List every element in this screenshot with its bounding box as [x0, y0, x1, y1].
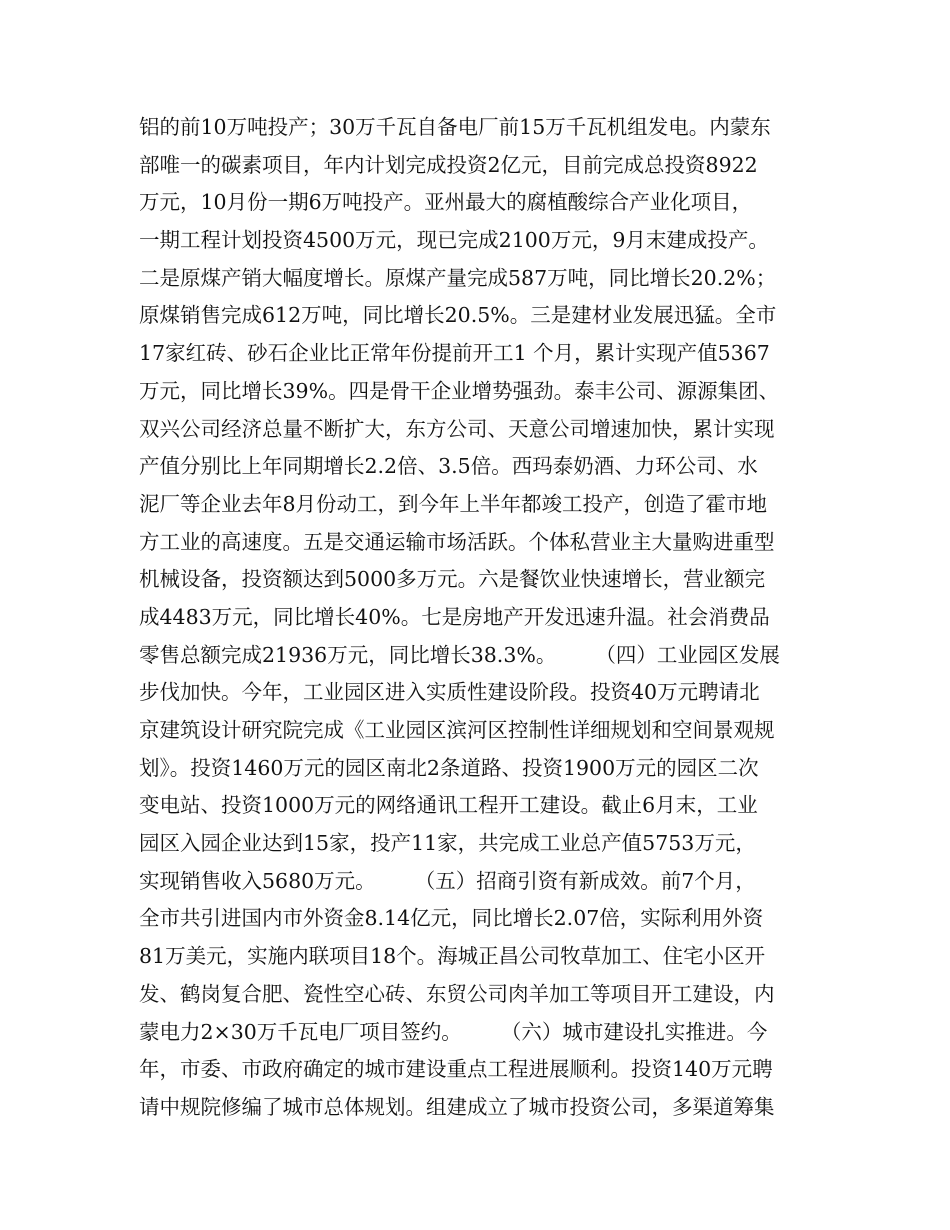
- text-line: 万元，10月份一期6万吨投产。亚州最大的腐植酸综合产业化项目，: [139, 190, 753, 215]
- text-line: 全市共引进国内市外资金8.14亿元，同比增长2.07倍，实际利用外资: [139, 906, 764, 931]
- text-line: 产值分别比上年同期增长2.2倍、3.5倍。西玛泰奶酒、力环公司、水: [139, 454, 758, 479]
- text-line: 部唯一的碳素项目，年内计划完成投资2亿元，目前完成总投资8922: [139, 152, 758, 177]
- text-line: 铝的前10万吨投产；30万千瓦自备电厂前15万千瓦机组发电。内蒙东: [139, 115, 771, 139]
- text-line: 步伐加快。今年，工业园区进入实质性建设阶段。投资40万元聘请北: [139, 680, 760, 705]
- text-line: 划》。投资1460万元的园区南北2条道路、投资1900万元的园区二次: [139, 755, 759, 780]
- text-line: 园区入园企业达到15家，投产11家，共完成工业总产值5753万元，: [139, 831, 756, 856]
- text-line: 成4483万元，同比增长40%。七是房地产开发迅速升温。社会消费品: [139, 604, 770, 629]
- text-line: 二是原煤产销大幅度增长。原煤产量完成587万吨，同比增长20.2%；: [139, 265, 777, 290]
- text-line: 发、鹤岗复合肥、瓷性空心砖、东贸公司肉羊加工等项目开工建设，内: [139, 981, 775, 1006]
- text-line: 双兴公司经济总量不断扩大，东方公司、天意公司增速加快，累计实现: [139, 416, 775, 441]
- text-line: 泥厂等企业去年8月份动工，到今年上半年都竣工投产，创造了霍市地: [139, 491, 768, 516]
- text-line: 原煤销售完成612万吨，同比增长20.5%。三是建材业发展迅猛。全市: [139, 303, 777, 328]
- text-line: 实现销售收入5680万元。 （五）招商引资有新成效。前7个月，: [139, 868, 756, 893]
- text-line: 请中规院修编了城市总体规划。组建成立了城市投资公司，多渠道筹集: [139, 1094, 775, 1119]
- text-line: 京建筑设计研究院完成《工业园区滨河区控制性详细规划和空间景观规: [139, 718, 775, 742]
- text-line: 一期工程计划投资4500万元，现已完成2100万元，9月末建成投产。: [139, 228, 769, 253]
- text-line: 17家红砖、砂石企业比正常年份提前开工1 个月，累计实现产值5367: [139, 341, 770, 366]
- text-line: 机械设备，投资额达到5000多万元。六是餐饮业快速增长，营业额完: [139, 567, 766, 592]
- text-line: 蒙电力2×30万千瓦电厂项目签约。 （六）城市建设扎实推进。今: [139, 1019, 768, 1044]
- text-line: 变电站、投资1000万元的网络通讯工程开工建设。截止6月末，工业: [139, 793, 758, 818]
- text-line: 零售总额完成21936万元，同比增长38.3%。 （四）工业园区发展: [139, 642, 780, 667]
- text-line: 年，市委、市政府确定的城市建设重点工程进展顺利。投资140万元聘: [139, 1057, 773, 1082]
- body-text: [139, 109, 819, 1127]
- text-line: 万元，同比增长39%。四是骨干企业增势强劲。泰丰公司、源源集团、: [139, 378, 780, 403]
- text-line: 方工业的高速度。五是交通运输市场活跃。个体私营业主大量购进重型: [139, 529, 775, 554]
- text-line: 81万美元，实施内联项目18个。海城正昌公司牧草加工、住宅小区开: [139, 944, 766, 969]
